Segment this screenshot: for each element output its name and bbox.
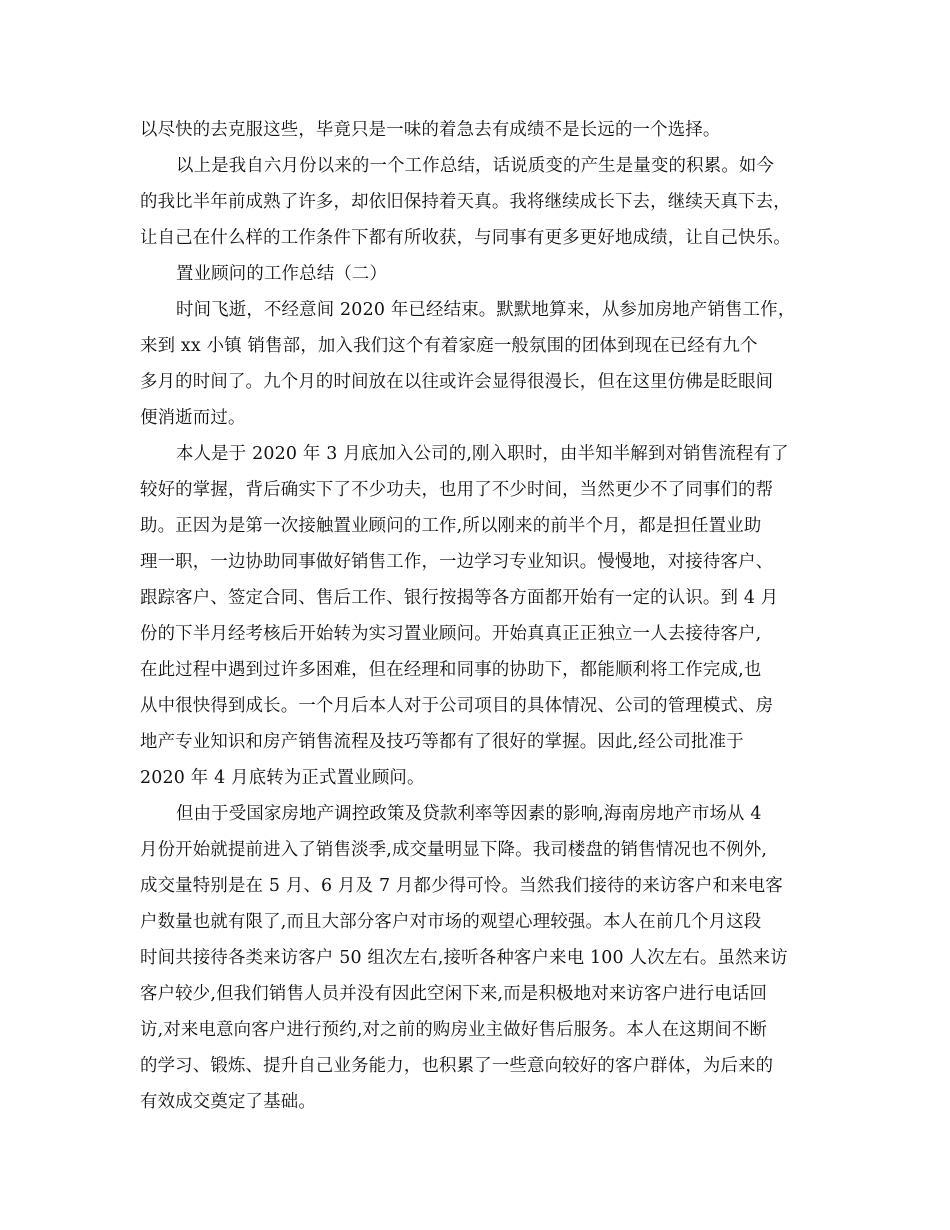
text-line: 跟踪客户、签定合同、售后工作、银行按揭等各方面都开始有一定的认识。到 4 月 — [140, 588, 779, 608]
text-line: 来到 xx 小镇 销售部，加入我们这个有着家庭一般氛围的团体到现在已经有九个 — [140, 336, 758, 356]
text-line: 客户较少,但我们销售人员并没有因此空闲下来,而是积极地对来访客户进行电话回 — [140, 984, 768, 1004]
text-line: 以上是我自六月份以来的一个工作总结，话说质变的产生是量变的积累。如今 — [176, 156, 775, 176]
text-line: 便消逝而过。 — [140, 408, 246, 428]
text-line: 时间共接待各类来访客户 50 组次左右,接听各种客户来电 100 人次左右。虽然来访 — [140, 948, 788, 968]
text-line: 但由于受国家房地产调控政策及贷款利率等因素的影响,海南房地产市场从 4 — [176, 804, 762, 824]
text-line: 访,对来电意向客户进行预约,对之前的购房业主做好售后服务。本人在这期间不断 — [140, 1020, 768, 1040]
text-line: 户数量也就有限了,而且大部分客户对市场的观望心理较强。本人在前几个月这段 — [140, 912, 762, 932]
text-line: 地产专业知识和房产销售流程及技巧等都有了很好的掌握。因此,经公司批准于 — [140, 732, 744, 752]
text-line: 本人是于 2020 年 3 月底加入公司的,刚入职时，由半知半解到对销售流程有了 — [176, 444, 789, 464]
text-line: 较好的掌握，背后确实下了不少功夫，也用了不少时间，当然更少不了同事们的帮 — [140, 480, 774, 500]
text-line: 多月的时间了。九个月的时间放在以往或许会显得很漫长，但在这里仿佛是眨眼间 — [140, 372, 774, 392]
text-line: 份的下半月经考核后开始转为实习置业顾问。开始真真正正独立一人去接待客户, — [140, 624, 762, 644]
text-line: 的学习、锻炼、提升自己业务能力，也积累了一些意向较好的客户群体，为后来的 — [140, 1056, 774, 1076]
text-line: 时间飞逝，不经意间 2020 年已经结束。默默地算来，从参加房地产销售工作， — [176, 300, 796, 320]
text-line: 让自己在什么样的工作条件下都有所收获，与同事有更多更好地成绩，让自己快乐。 — [140, 228, 791, 248]
text-line: 从中很快得到成长。一个月后本人对于公司项目的具体情况、公司的管理模式、房 — [140, 696, 774, 716]
section-heading: 置业顾问的工作总结（二） — [176, 264, 388, 284]
text-line: 成交量特别是在 5 月、6 月及 7 月都少得可怜。当然我们接待的来访客户和来电客 — [140, 876, 783, 896]
text-line: 在此过程中遇到过许多困难，但在经理和同事的协助下，都能顺利将工作完成,也 — [140, 660, 762, 680]
text-line: 月份开始就提前进入了销售淡季,成交量明显下降。我司楼盘的销售情况也不例外, — [140, 840, 768, 860]
text-line: 以尽快的去克服这些，毕竟只是一味的着急去有成绩不是长远的一个选择。 — [140, 120, 721, 140]
text-line: 2020 年 4 月底转为正式置业顾问。 — [140, 768, 425, 788]
text-line: 理一职，一边协助同事做好销售工作，一边学习专业知识。慢慢地，对接待客户、 — [140, 552, 774, 572]
text-line: 助。正因为是第一次接触置业顾问的工作,所以刚来的前半个月，都是担任置业助 — [140, 516, 762, 536]
text-line: 有效成交奠定了基础。 — [140, 1092, 316, 1112]
text-line: 的我比半年前成熟了许多，却依旧保持着天真。我将继续成长下去，继续天真下去， — [140, 192, 791, 212]
